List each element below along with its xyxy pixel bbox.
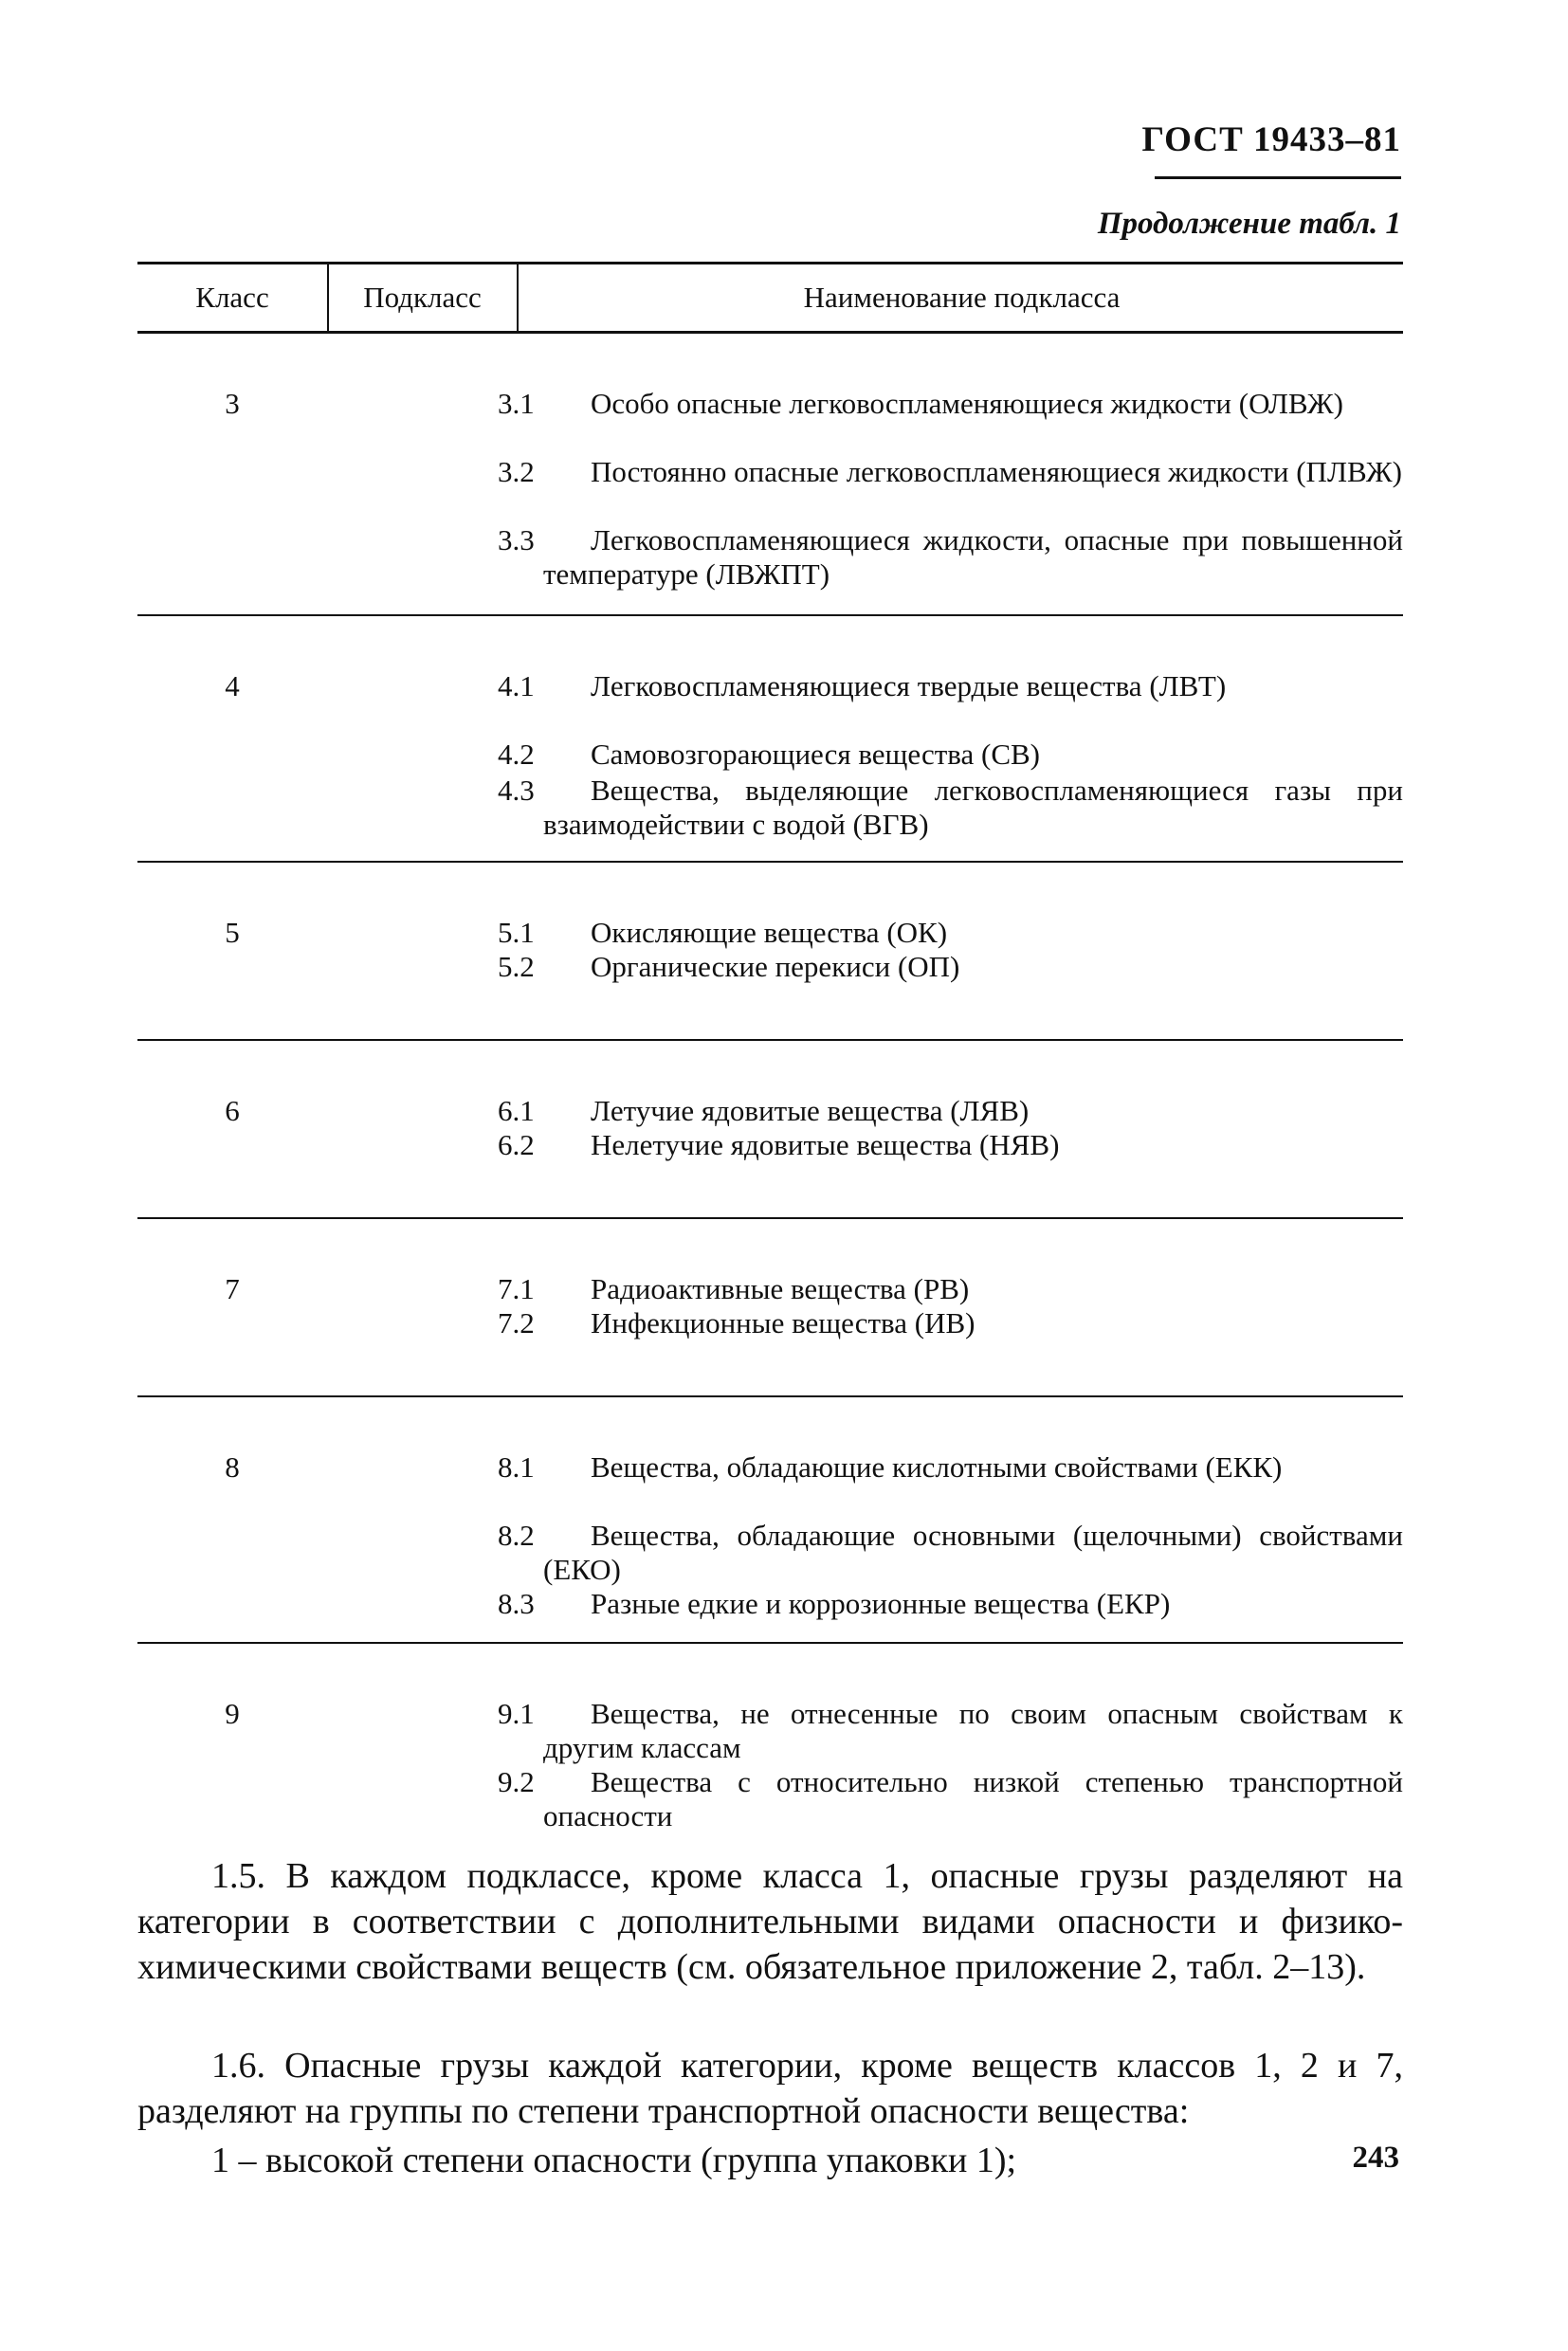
column-header-name: Наименование подкласса xyxy=(517,264,1405,331)
subclass-number: 8.1 xyxy=(498,1450,535,1484)
table-header xyxy=(137,262,1403,334)
subclass-number: 3.2 xyxy=(498,455,535,488)
class-number: 6 xyxy=(225,1094,240,1127)
classification-table xyxy=(137,262,1403,1839)
table-group xyxy=(137,1041,1403,1219)
subclass-name: Инфекционные вещества (ИВ) xyxy=(591,1306,975,1340)
subclass-name: Радиоактивные вещества (РВ) xyxy=(591,1272,970,1305)
subclass-name: Постоянно опасные легковоспламеняющиеся жидкости (ПЛВЖ) xyxy=(591,455,1402,488)
subclass-number: 9.2 xyxy=(498,1765,535,1798)
paragraph-group-1: 1 – высокой степени опасности (группа упаковки 1); xyxy=(211,2141,1017,2180)
table-group xyxy=(137,1219,1403,1397)
subclass-number: 9.1 xyxy=(498,1697,535,1730)
table-group xyxy=(137,863,1403,1041)
subclass-number: 4.2 xyxy=(498,738,535,771)
subclass-name: Летучие ядовитые вещества (ЛЯВ) xyxy=(591,1094,1030,1127)
class-number: 3 xyxy=(225,387,240,420)
page-number: 243 xyxy=(1352,2141,1399,2175)
subclass-number: 8.2 xyxy=(498,1519,535,1552)
subclass-name: Легковоспламеняющиеся твердые вещества (ЛВТ) xyxy=(591,669,1227,702)
table-body xyxy=(137,334,1403,1839)
subclass-name: Вещества, выделяющие легковоспламеняющиеся газы при взаимодействии с водой (ВГВ) xyxy=(543,774,1403,841)
class-number: 7 xyxy=(225,1272,240,1305)
subclass-number: 6.1 xyxy=(498,1094,535,1127)
subclass-name: Органические перекиси (ОП) xyxy=(591,950,960,983)
header-rule xyxy=(1155,176,1401,179)
subclass-name: Вещества, обладающие основными (щелочными) свойствами (ЕКО) xyxy=(543,1519,1403,1586)
subclass-number: 6.2 xyxy=(498,1128,535,1161)
subclass-number: 8.3 xyxy=(498,1587,535,1620)
subclass-number: 5.1 xyxy=(498,916,535,949)
column-header-class: Класс xyxy=(195,281,269,314)
table-continuation-label: Продолжение табл. 1 xyxy=(1097,207,1401,241)
subclass-name: Вещества, не отнесенные по своим опасным свойствам к другим классам xyxy=(543,1697,1403,1764)
class-number: 5 xyxy=(225,916,240,949)
column-header-subclass: Подкласс xyxy=(327,264,516,331)
subclass-number: 4.1 xyxy=(498,669,535,702)
subclass-name: Особо опасные легковоспламеняющиеся жидкости (ОЛВЖ) xyxy=(591,387,1343,420)
subclass-number: 5.2 xyxy=(498,950,535,983)
subclass-name: Легковоспламеняющиеся жидкости, опасные при повышенной температуре (ЛВЖПТ) xyxy=(543,523,1403,591)
table-group xyxy=(137,1644,1403,1839)
standard-header xyxy=(1142,121,1402,159)
subclass-name: Вещества, обладающие кислотными свойствами (ЕКК) xyxy=(591,1450,1283,1484)
subclass-name: Вещества с относительно низкой степенью транспортной опасности xyxy=(543,1765,1403,1832)
subclass-name: Нелетучие ядовитые вещества (НЯВ) xyxy=(591,1128,1060,1161)
paragraph-1-6: 1.6. Опасные грузы каждой категории, кроме веществ классов 1, 2 и 7, разделяют на группы по степени транспортной опасности вещества: xyxy=(137,2046,1403,2131)
table-group xyxy=(137,334,1403,616)
table-group xyxy=(137,1397,1403,1644)
subclass-name: Окисляющие вещества (ОК) xyxy=(591,916,948,949)
subclass-name: Разные едкие и коррозионные вещества (ЕКР) xyxy=(591,1587,1171,1620)
class-number: 8 xyxy=(225,1450,240,1484)
subclass-number: 7.2 xyxy=(498,1306,535,1340)
subclass-number: 3.1 xyxy=(498,387,535,420)
subclass-number: 4.3 xyxy=(498,774,535,807)
table-group xyxy=(137,616,1403,863)
subclass-name: Самовозгорающиеся вещества (СВ) xyxy=(591,738,1041,771)
paragraph-1-5: 1.5. В каждом подклассе, кроме класса 1, опасные грузы разделяют на категории в соответствии с дополнительными видами опасности и физико-химическими свойствами веществ (см. обязательное приложение 2, табл. 2–13). xyxy=(137,1856,1403,1987)
class-number: 4 xyxy=(225,669,240,702)
subclass-number: 7.1 xyxy=(498,1272,535,1305)
subclass-number: 3.3 xyxy=(498,523,535,556)
class-number: 9 xyxy=(225,1697,240,1730)
standard-number: ГОСТ 19433–81 xyxy=(1141,120,1401,159)
